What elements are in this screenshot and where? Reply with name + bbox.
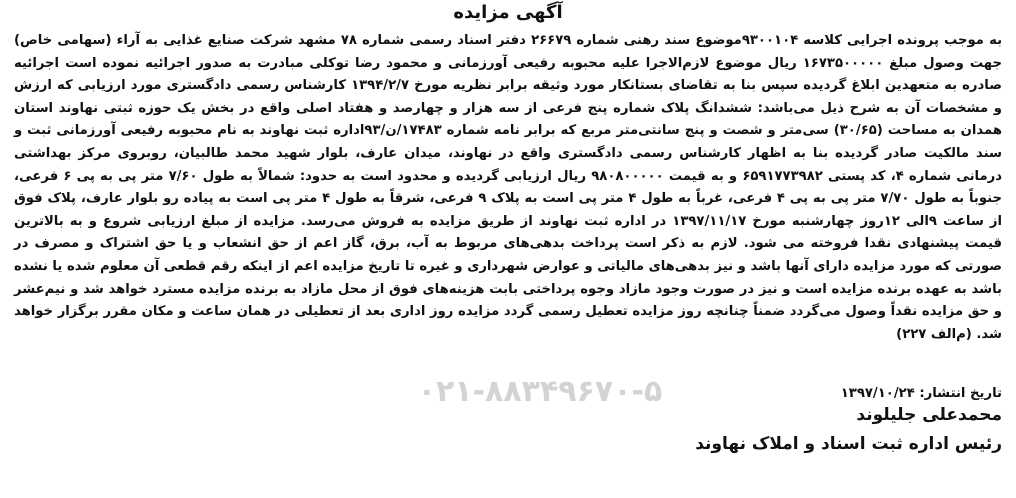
- watermark-phone-number: ۰۲۱-۸۸۳۴۹۶۷۰-۵: [417, 374, 663, 409]
- publish-date: تاریخ انتشار: ۱۳۹۷/۱۰/۲۴: [840, 386, 1002, 401]
- signer-title: رئیس اداره ثبت اسناد و املاک نهاوند: [695, 434, 1002, 454]
- notice-title: آگهی مزایده: [453, 2, 563, 23]
- notice-body: به موجب پرونده اجرایی کلاسه ۹۳۰۰۱۰۴موضوع سند رهنی شماره ۲۶۶۷۹ دفتر اسناد رسمی شماره ۷۸ مشهد شرکت صنایع غذایی به آراء (سهامی خاص) جهت وصول مبلغ ۱۶۷۳۵۰۰۰۰۰ ریال موضوع لازم‌الاجرا علیه محبوبه رفیعی آورزمانی و محمود رضا توکلی مبادرت به صدور اجرائیه نموده است اجرائیه صادره به متعهدین ابلاغ گردیده سپس بنا به تقاضای بستانکار مورد وثیقه برابر نظریه مورخ ۱۳۹۴/۲/۷ کارشناس رسمی دادگستری مورد ارزیابی که ارزش و مشخصات آن به شرح ذیل می‌باشد: ششدانگ پلاک شماره پنج فرعی از سه هزار و چهارصد و هفتاد اصلی واقع در بخش یک حوزه ثبتی نهاوند استان همدان به مساحت (۳۰/۶۵) سی‌متر و شصت و پنج سانتی‌متر مربع که برابر نامه شماره ۱۷۴۸۳/ن/۹۳اداره ثبت نهاوند به نام محبوبه رفیعی آورزمانی ثبت و سند مالکیت صادر گردیده بنا به اظهار کارشناس رسمی دادگستری واقع در نهاوند، میدان عارف، بلوار شهید محمد طالبیان، روبروی مرکز بهداشتی درمانی شماره ۴، کد پستی ۶۵۹۱۷۷۳۹۸۲ و به قیمت ۹۸۰۸۰۰۰۰۰ ریال ارزیابی گردیده و محدود است به حدود: شمالاً به طول ۷/۶۰ متر پی به پی ۶ فرعی، جنوباً به طول ۷/۷۰ متر پی به پی ۴ فرعی، غرباً به طول ۴ متر پی است به پلاک ۹ فرعی، شرقاً به طول ۴ متر پی است به پیاده رو بلوار عارف، پلاک فوق از ساعت ۹الی ۱۲روز چهارشنبه مورخ ۱۳۹۷/۱۱/۱۷ در اداره ثبت نهاوند از طریق مزایده به فروش می‌رسد. مزایده از مبلغ ارزیابی شروع و به بالاترین قیمت پیشنهادی نقدا فروخته می شود. لازم به ذکر است پرداخت بدهی‌های مربوط به آب، برق، گاز اعم از حق انشعاب و یا حق اشتراک و مصرف در صورتی که مورد مزایده دارای آنها باشد و نیز بدهی‌های مالیاتی و عوارض شهرداری و غیره تا تاریخ مزایده اعم از اینکه رقم قطعی آن معلوم شده یا نشده باشد به عهده برنده مزایده است و نیز در صورت وجود مازاد وجوه پرداختی بابت هزینه‌های فوق از محل مازاد به برنده مزایده مسترد خواهد شد و نیم‌عشر و حق مزایده نقداً وصول می‌گردد ضمناً چنانچه روز مزایده تعطیل رسمی گردد مزایده روز اداری بعد از تعطیلی در همان ساعت و مکان مقرر برگزار خواهد شد. (م‌الف ۲۲۷): [14, 33, 1003, 342]
- signer-name: محمدعلی جلیلوند: [856, 405, 1002, 425]
